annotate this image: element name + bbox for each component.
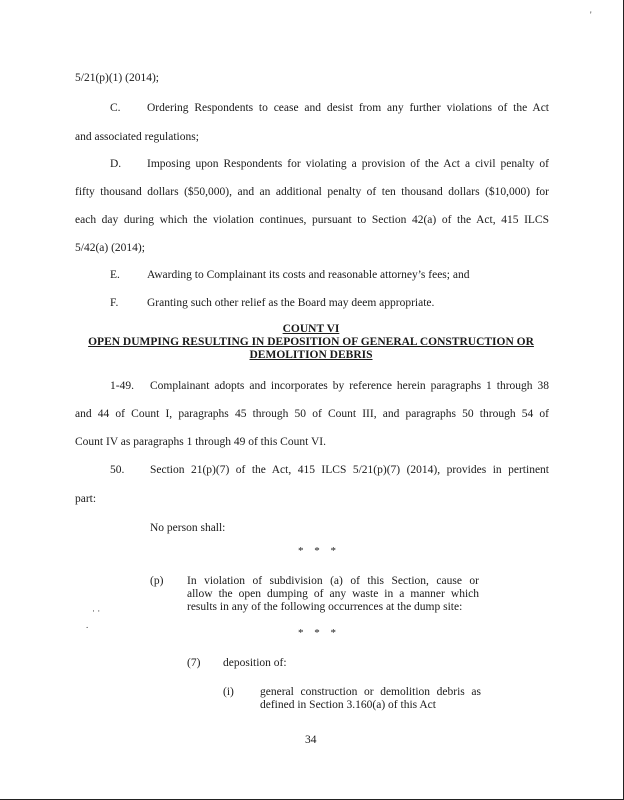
- item-c-letter: C.: [110, 102, 121, 114]
- scan-speck: ': [590, 10, 592, 20]
- scan-speck: .: [86, 620, 89, 630]
- subsection-label: (p): [150, 575, 164, 587]
- ellipsis-stars: * * *: [298, 545, 340, 557]
- count-subtitle: DEMOLITION DEBRIS: [249, 349, 373, 361]
- subsection-line: deposition of:: [223, 657, 287, 669]
- ellipsis-stars: * * *: [298, 627, 340, 639]
- count-title: COUNT VI: [282, 323, 340, 335]
- item-c-line: Ordering Respondents to cease and desist from any further violations of the Act: [147, 102, 549, 114]
- quote-intro: No person shall:: [150, 522, 226, 534]
- paragraph-number: 1-49.: [110, 380, 134, 392]
- subsection-line: In violation of subdivision (a) of this Section, cause or: [187, 575, 479, 587]
- paragraph-line: part:: [75, 493, 97, 505]
- page-number: 34: [305, 734, 317, 746]
- subsection-label: (i): [223, 686, 234, 698]
- item-d-letter: D.: [110, 158, 122, 170]
- subsection-line: results in any of the following occurrences at the dump site:: [187, 601, 463, 613]
- item-c-line: and associated regulations;: [75, 131, 199, 143]
- item-e-text: Awarding to Complainant its costs and reasonable attorney’s fees; and: [147, 269, 470, 281]
- paragraph-line: Complainant adopts and incorporates by reference herein paragraphs 1 through 38: [150, 380, 549, 392]
- paragraph-line: Count IV as paragraphs 1 through 49 of this Count VI.: [75, 436, 326, 448]
- subsection-line: allow the open dumping of any waste in a manner which: [187, 588, 479, 600]
- item-d-line: fifty thousand dollars ($50,000), and an additional penalty of ten thousand dollars ($10,000) for: [75, 186, 549, 198]
- paragraph-line: and 44 of Count I, paragraphs 45 through 50 of Count III, and paragraphs 50 through 54 of: [75, 408, 549, 420]
- item-d-line: Imposing upon Respondents for violating a provision of the Act a civil penalty of: [147, 158, 549, 170]
- scan-speck: · ·: [92, 606, 101, 616]
- item-e-letter: E.: [110, 269, 120, 281]
- item-d-line: 5/42(a) (2014);: [75, 242, 145, 254]
- subsection-label: (7): [187, 657, 201, 669]
- item-f-letter: F.: [110, 297, 119, 309]
- subsection-line: defined in Section 3.160(a) of this Act: [260, 699, 436, 711]
- item-f-text: Granting such other relief as the Board may deem appropriate.: [147, 297, 435, 309]
- continuation-line: 5/21(p)(1) (2014);: [75, 72, 159, 84]
- count-subtitle: OPEN DUMPING RESULTING IN DEPOSITION OF GENERAL CONSTRUCTION OR: [88, 336, 534, 348]
- paragraph-number: 50.: [110, 464, 125, 476]
- item-d-line: each day during which the violation continues, pursuant to Section 42(a) of the Act, 415 ILCS: [75, 214, 549, 226]
- paragraph-line: Section 21(p)(7) of the Act, 415 ILCS 5/21(p)(7) (2014), provides in pertinent: [150, 464, 549, 476]
- subsection-line: general construction or demolition debris as: [260, 686, 481, 698]
